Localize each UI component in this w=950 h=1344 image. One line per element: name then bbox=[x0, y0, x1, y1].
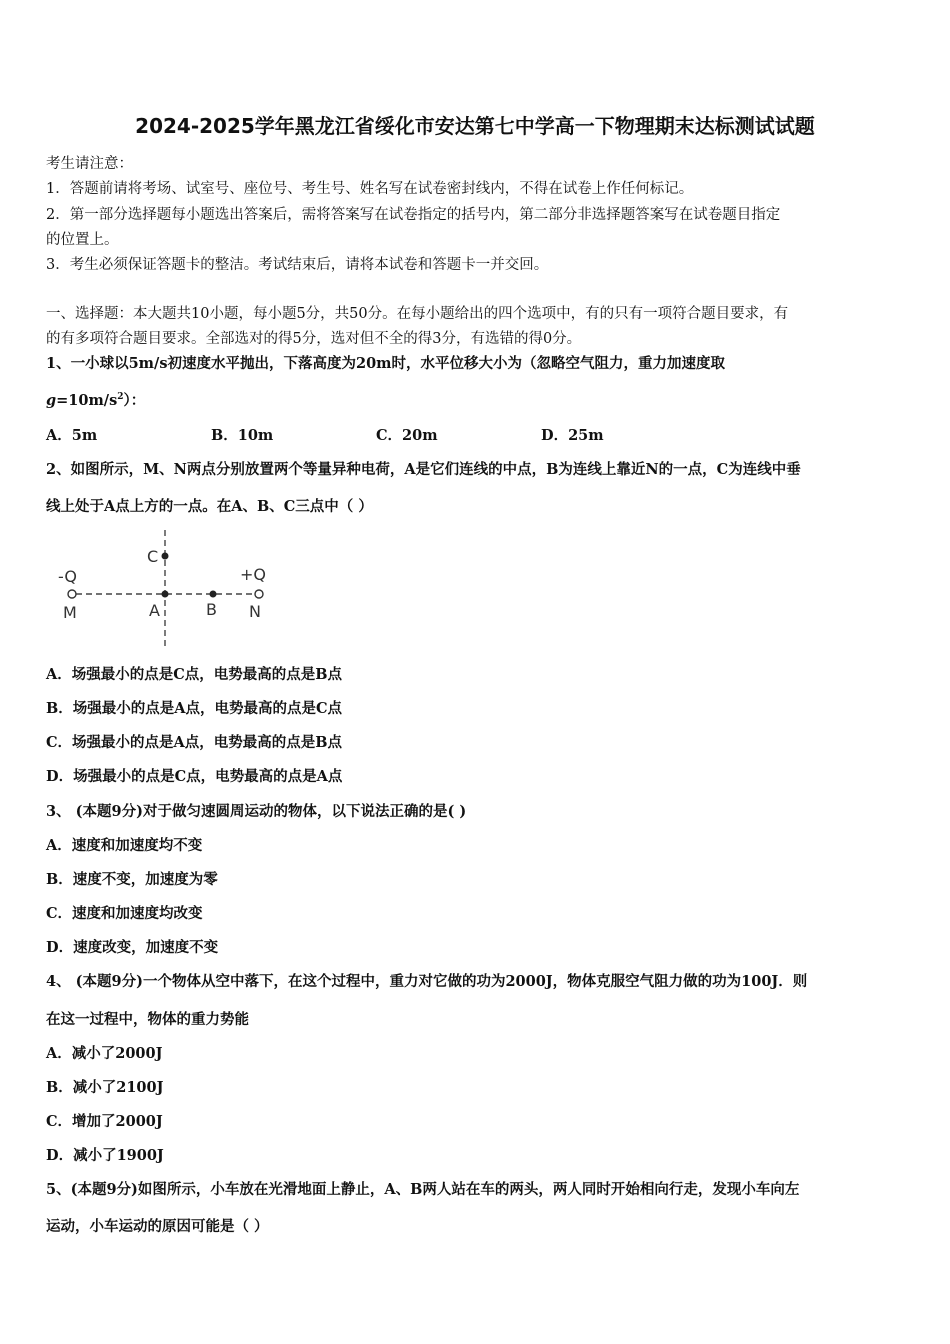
g-variable: g bbox=[46, 392, 57, 409]
notice-item: 2．第一部分选择题每小题选出答案后，需将答案写在试卷指定的括号内，第二部分非选择题答案写在试卷题目指定 bbox=[46, 207, 781, 223]
question-2-stem-end: 线上处于A点上方的一点。在A、B、C三点中（ ） bbox=[46, 498, 373, 515]
g-value: =10m/s bbox=[56, 392, 118, 409]
q1-option-d: D．25m bbox=[541, 427, 604, 444]
q2-option-b: B．场强最小的点是A点，电势最高的点是C点 bbox=[46, 700, 343, 717]
q3-option-a: A．速度和加速度均不变 bbox=[46, 837, 203, 854]
point-n bbox=[255, 590, 263, 598]
question-3-stem: 3、 (本题9分)对于做匀速圆周运动的物体，以下说法正确的是( ) bbox=[46, 803, 467, 820]
label-m: M bbox=[63, 603, 77, 622]
q3-option-d: D．速度改变，加速度不变 bbox=[46, 939, 219, 956]
notice-item: 3．考生必须保证答题卡的整洁。考试结束后，请将本试卷和答题卡一并交回。 bbox=[46, 257, 549, 273]
q2-option-c: C．场强最小的点是A点，电势最高的点是B点 bbox=[46, 734, 343, 751]
question-1-stem-end bbox=[46, 389, 908, 410]
label-a: A bbox=[149, 601, 160, 620]
q3-option-c: C．速度和加速度均改变 bbox=[46, 905, 203, 922]
question-5-stem: 5、(本题9分)如图所示，小车放在光滑地面上静止，A、B两人站在车的两头，两人同时开始相向行走，发现小车向左 bbox=[46, 1181, 800, 1198]
label-c: C bbox=[147, 547, 159, 566]
point-a bbox=[162, 591, 169, 598]
question-4-stem: 4、 (本题9分)一个物体从空中落下，在这个过程中，重力对它做的功为2000J，物体克服空气阻力做的功为100J．则 bbox=[46, 973, 808, 990]
notice-item: 1．答题前请将考场、试室号、座位号、考生号、姓名写在试卷密封线内，不得在试卷上作任何标记。 bbox=[46, 181, 694, 197]
point-b bbox=[210, 591, 217, 598]
section-intro: 的有多项符合题目要求。全部选对的得5分，选对但不全的得3分，有选错的得0分。 bbox=[46, 331, 582, 347]
q3-option-b: B．速度不变，加速度为零 bbox=[46, 871, 218, 888]
point-m bbox=[68, 590, 76, 598]
left-charge-label: -Q bbox=[58, 567, 77, 586]
g-exponent: 2 bbox=[117, 392, 124, 403]
q2-option-a: A．场强最小的点是C点，电势最高的点是B点 bbox=[46, 666, 343, 683]
q1-option-a: A．5m bbox=[46, 427, 98, 444]
q4-option-c: C．增加了2000J bbox=[46, 1113, 163, 1130]
q1-option-b: B．10m bbox=[211, 427, 274, 444]
q2-option-d: D．场强最小的点是C点，电势最高的点是A点 bbox=[46, 768, 343, 785]
q4-option-b: B．减小了2100J bbox=[46, 1079, 164, 1096]
section-intro: 一、选择题：本大题共10小题，每小题5分，共50分。在每小题给出的四个选项中，有的只有一项符合题目要求，有 bbox=[46, 306, 789, 322]
g-close: ）： bbox=[123, 392, 146, 409]
right-charge-label: +Q bbox=[240, 565, 266, 584]
page-title: 2024-2025学年黑龙江省绥化市安达第七中学高一下物理期末达标测试试题 bbox=[135, 114, 815, 138]
question-5-stem-end: 运动，小车运动的原因可能是（ ） bbox=[46, 1218, 269, 1235]
point-c bbox=[162, 553, 169, 560]
label-n: N bbox=[249, 602, 261, 621]
charge-diagram bbox=[52, 528, 282, 650]
q4-option-a: A．减小了2000J bbox=[46, 1045, 163, 1062]
q1-option-c: C．20m bbox=[376, 427, 438, 444]
question-4-stem-end: 在这一过程中，物体的重力势能 bbox=[46, 1011, 249, 1028]
q4-option-d: D．减小了1900J bbox=[46, 1147, 164, 1164]
label-b: B bbox=[206, 600, 217, 619]
question-2-stem: 2、如图所示，M、N两点分别放置两个等量异种电荷，A是它们连线的中点，B为连线上靠近N的一点，C为连线中垂 bbox=[46, 461, 801, 478]
notice-heading: 考生请注意： bbox=[46, 156, 133, 172]
question-1-stem: 1、一小球以5m/s初速度水平抛出，下落高度为20m时，水平位移大小为（忽略空气阻力，重力加速度取 bbox=[46, 355, 725, 372]
notice-item: 的位置上。 bbox=[46, 232, 119, 248]
